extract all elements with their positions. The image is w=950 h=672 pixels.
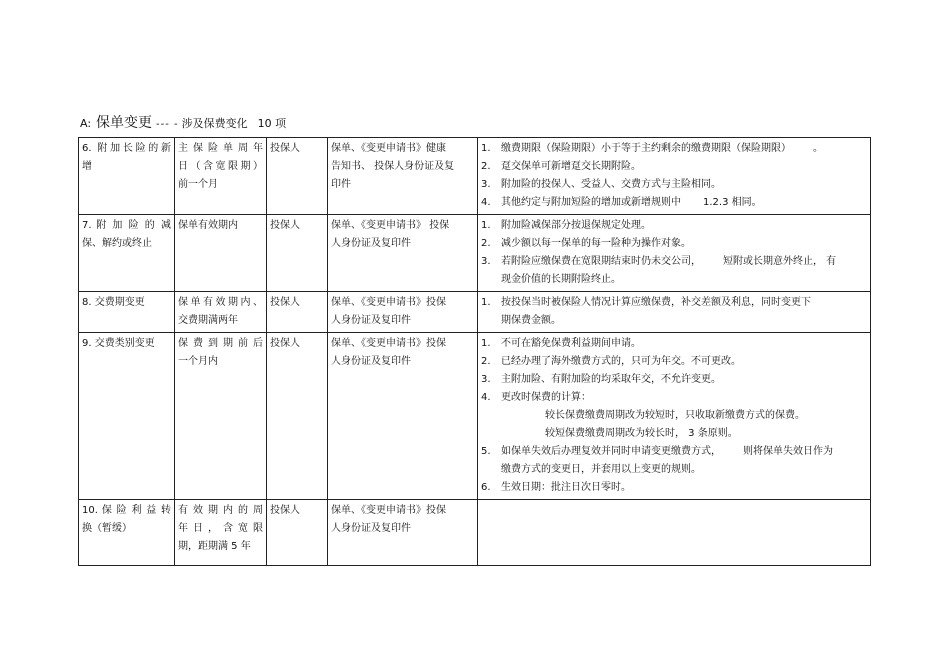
rule-main-text: 如保单失效后办理复效并同时申请变更缴费方式， — [501, 446, 721, 457]
cell-line: 保、解约或终止 — [82, 238, 152, 249]
rule-main-text: 已经办理了海外缴费方式的，只可为年交。不可更改。 — [501, 356, 741, 367]
table-row — [79, 292, 871, 333]
rule-item — [481, 194, 867, 212]
time-cell — [175, 215, 267, 292]
cell-line: 主 保 险 单 周 年 — [178, 143, 263, 154]
rule-text — [501, 158, 867, 176]
applicant-cell: 投保人 — [267, 215, 328, 292]
table-row — [79, 215, 871, 292]
cell-line: 交费期满两年 — [178, 315, 238, 326]
cell-line: 印件 — [331, 179, 351, 190]
rules-cell — [478, 500, 871, 566]
rule-number: 1. — [481, 143, 491, 154]
rule-item — [481, 253, 867, 289]
rule-number: 1. — [481, 338, 491, 349]
rule-number: 3. — [481, 256, 491, 267]
rule-tail-text: 则将保单失效日作为 — [743, 446, 833, 457]
time-cell — [175, 333, 267, 500]
rule-number: 1. — [481, 220, 491, 231]
rule-item — [481, 443, 867, 479]
cell-line: 保单有效期内、 — [178, 297, 263, 308]
rule-tail-text: 短附或长期意外终止， 有 — [723, 256, 837, 267]
cell-line: 年 日 ， 含 宽 限 — [178, 523, 263, 534]
cell-line: 8. 交费期变更 — [82, 297, 145, 308]
rule-number: 2. — [481, 161, 491, 172]
cell-line: 保 费 到 期 前 后 — [178, 338, 263, 349]
rule-text — [501, 335, 867, 353]
cell-line: 保单有效期内 — [178, 220, 238, 231]
rule-text — [501, 371, 867, 389]
applicant-cell: 投保人 — [267, 333, 328, 500]
applicant-cell: 投保人 — [267, 500, 328, 566]
heading-dash: --- - — [156, 119, 179, 130]
rule-item — [481, 294, 867, 330]
cell-line: 人身份证及复印件 — [331, 315, 411, 326]
rule-main-text: 附加险的投保人、受益人、交费方式与主险相同。 — [501, 179, 721, 190]
cell-line: 人身份证及复印件 — [331, 356, 411, 367]
table-body — [79, 138, 871, 566]
cell-line: 一个月内 — [178, 356, 218, 367]
rules-list — [481, 294, 867, 330]
time-cell — [175, 292, 267, 333]
rule-text — [501, 294, 867, 330]
rule-text — [501, 140, 867, 158]
cell-line: 有 效 期 内 的 周 — [178, 505, 263, 516]
cell-line: 期，距期满 5 年 — [178, 541, 251, 552]
table-row — [79, 138, 871, 215]
item-cell — [79, 333, 175, 500]
cell-line: 人身份证及复印件 — [331, 523, 411, 534]
cell-line: 保单、《变更申请书》投保 — [331, 338, 446, 349]
rule-main-text: 若附险应缴保费在宽限期结束时仍未交公司， — [501, 256, 701, 267]
rule-item — [481, 389, 867, 443]
rule-number: 3. — [481, 374, 491, 385]
applicant-cell: 投保人 — [267, 138, 328, 215]
cell-line: 换（暂缓） — [82, 523, 132, 534]
heading-count: 10 项 — [257, 117, 287, 130]
rule-text — [501, 353, 867, 371]
table-row — [79, 333, 871, 500]
cell-line: 前一个月 — [178, 179, 218, 190]
rules-cell — [478, 333, 871, 500]
cell-line: 保单、《变更申请书》 投保 — [331, 220, 450, 231]
rule-text — [501, 235, 867, 253]
rule-number: 5. — [481, 446, 491, 457]
documents-cell — [328, 500, 478, 566]
item-cell — [79, 500, 175, 566]
rule-continuation: 缴费方式的变更日，并套用以上变更的规则。 — [501, 464, 701, 475]
rule-text — [501, 176, 867, 194]
rule-number: 4. — [481, 197, 491, 208]
rule-text — [501, 389, 867, 443]
cell-line: 6. 附加长险的新 — [82, 143, 171, 154]
rule-continuation: 期保费金额。 — [501, 315, 561, 326]
rule-main-text: 生效日期：批注日次日零时。 — [501, 482, 631, 493]
rule-number: 3. — [481, 179, 491, 190]
policy-change-table — [78, 137, 871, 566]
heading-main: 保单变更 — [96, 115, 153, 131]
cell-line: 保单、《变更申请书》投保 — [331, 297, 446, 308]
rule-main-text: 减少额以每一保单的每一险种为操作对象。 — [501, 238, 691, 249]
rules-list — [481, 217, 867, 289]
rule-text — [501, 217, 867, 235]
rule-number: 2. — [481, 238, 491, 249]
section-heading — [80, 112, 286, 132]
rule-item — [481, 353, 867, 371]
rules-cell — [478, 292, 871, 333]
cell-line: 9. 交费类别变更 — [82, 338, 155, 349]
rule-number: 2. — [481, 356, 491, 367]
rule-main-text: 附加险减保部分按退保规定处理。 — [501, 220, 651, 231]
rule-sub-line: 较短保费缴费周期改为较长时， 3 条原则。 — [545, 428, 738, 439]
rules-cell — [478, 138, 871, 215]
cell-line: 日（含宽限期） — [178, 161, 263, 172]
rule-continuation: 现金价值的长期附险终止。 — [501, 274, 621, 285]
rule-item — [481, 140, 867, 158]
documents-cell — [328, 292, 478, 333]
heading-subtitle: 涉及保费变化 — [181, 117, 248, 130]
rule-item — [481, 176, 867, 194]
rule-sub-line: 较长保费缴费周期改为较短时，只收取新缴费方式的保费。 — [545, 410, 805, 421]
rule-item — [481, 335, 867, 353]
cell-line: 10. 保 险 利 益 转 — [82, 505, 171, 516]
documents-cell — [328, 333, 478, 500]
rule-item — [481, 479, 867, 497]
rule-item — [481, 235, 867, 253]
cell-line: 7. 附 加 险 的 减 — [82, 220, 171, 231]
rule-item — [481, 371, 867, 389]
rule-text — [501, 194, 867, 212]
cell-line: 人身份证及复印件 — [331, 238, 411, 249]
rule-main-text: 趸交保单可新增趸交长期附险。 — [501, 161, 641, 172]
cell-line: 保单、《变更申请书》健康 — [331, 143, 446, 154]
heading-prefix: A: — [80, 117, 92, 130]
item-cell — [79, 292, 175, 333]
documents-cell — [328, 138, 478, 215]
rule-main-text: 不可在豁免保费利益期间申请。 — [501, 338, 641, 349]
rule-number: 1. — [481, 297, 491, 308]
rules-cell — [478, 215, 871, 292]
rule-main-text: 按投保当时被保险人情况计算应缴保费，补交差额及利息，同时变更下 — [501, 297, 811, 308]
rule-main-text: 主附加险、有附加险的均采取年交，不允许变更。 — [501, 374, 721, 385]
rule-main-text: 缴费期限（保险期限）小于等于主约剩余的缴费期限（保险期限） — [501, 143, 791, 154]
rule-number: 6. — [481, 482, 491, 493]
rule-item — [481, 217, 867, 235]
cell-line: 告知书、 投保人身份证及复 — [331, 161, 455, 172]
applicant-cell: 投保人 — [267, 292, 328, 333]
cell-line: 增 — [82, 161, 92, 172]
table-row — [79, 500, 871, 566]
rule-main-text: 更改时保费的计算： — [501, 392, 591, 403]
rule-text — [501, 443, 867, 479]
documents-cell — [328, 215, 478, 292]
rule-text — [501, 253, 867, 289]
rule-number: 4. — [481, 392, 491, 403]
rule-tail-text: 。 — [813, 143, 823, 154]
time-cell — [175, 138, 267, 215]
rule-tail-text: 1.2.3 相同。 — [703, 197, 762, 208]
cell-line: 保单、《变更申请书》投保 — [331, 505, 446, 516]
rules-list — [481, 140, 867, 212]
item-cell — [79, 138, 175, 215]
item-cell — [79, 215, 175, 292]
rules-list — [481, 335, 867, 497]
rule-text — [501, 479, 867, 497]
rule-item — [481, 158, 867, 176]
time-cell — [175, 500, 267, 566]
rule-main-text: 其他约定与附加短险的增加或新增规则中 — [501, 197, 681, 208]
